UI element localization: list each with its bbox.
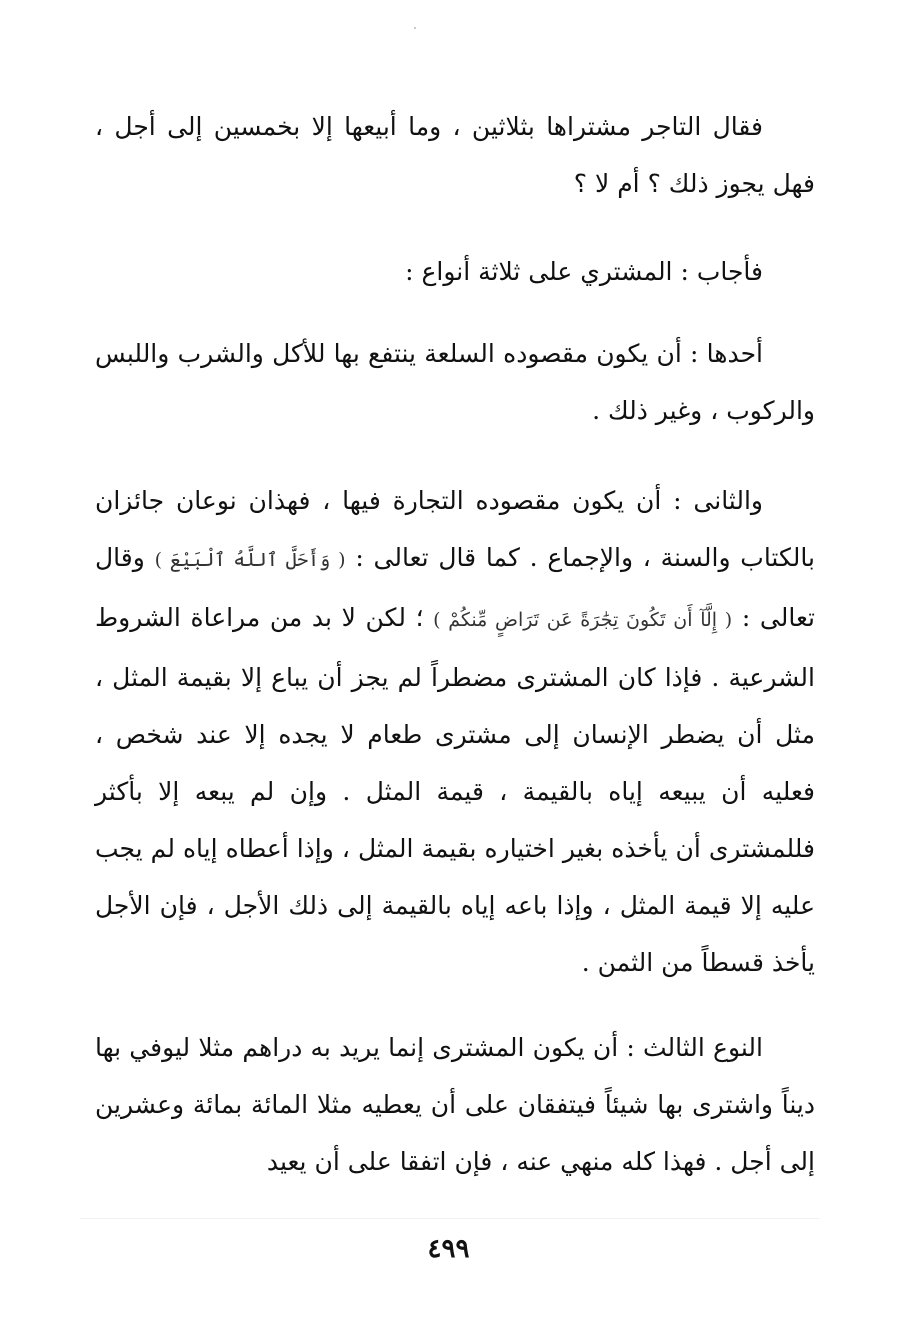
paragraph-type-one (95, 325, 815, 439)
paragraph-type-three (95, 1019, 815, 1190)
paragraph-text-segment: وقال تعالى : (95, 543, 815, 632)
paragraph-type-two (95, 472, 815, 991)
quran-verse-quote: ( إِلَّآ أَن تَكُونَ تِجَٰرَةً عَن تَرَاضٍ مِّنكُمْ ) (433, 609, 733, 631)
paragraph-text: النوع الثالث : أن يكون المشترى إنما يريد به دراهم مثلا ليوفي بها ديناً واشترى بها شيئاً فيتفقان على أن يعطيه مثلا المائة بمائة وعشرين إلى أجل . فهذا كله منهي عنه ، فإن اتفقا على أن يعيد (95, 1033, 815, 1176)
paragraph-answer-intro (95, 243, 815, 300)
quran-verse-quote: ( وَأَحَلَّ ٱللَّهُ ٱلْبَيْعَ ) (154, 549, 346, 571)
paragraph-question (95, 98, 815, 212)
page-bottom-edge (80, 1218, 820, 1219)
paragraph-text-segment: والثانى : أن يكون مقصوده التجارة فيها ، فهذان نوعان جائزان بالكتاب والسنة ، والإجماع . كما قال تعالى : (95, 486, 815, 572)
paragraph-text (95, 472, 815, 991)
paragraph-text: فقال التاجر مشتراها بثلاثين ، وما أبيعها إلا بخمسين إلى أجل ، فهل يجوز ذلك ؟ أم لا ؟ (95, 112, 815, 198)
scan-speck (414, 27, 416, 29)
paragraph-text-segment: ؛ لكن لا بد من مراعاة الشروط الشرعية . فإذا كان المشترى مضطراً لم يجز أن يباع إلا بقيمة المثل ، مثل أن يضطر الإنسان إلى مشترى طعام لا يجده إلا عند شخص ، فعليه أن يبيعه إياه بالقيمة ، قيمة المثل . وإن لم يبعه إلا بأكثر فللمشترى أن يأخذه بغير اختياره بقيمة المثل ، وإذا أعطاه إياه لم يجب عليه إلا قيمة المثل ، وإذا باعه إياه بالقيمة إلى ذلك الأجل ، فإن الأجل يأخذ قسطاً من الثمن . (95, 603, 815, 977)
paragraph-text: أحدها : أن يكون مقصوده السلعة ينتفع بها للأكل والشرب واللبس والركوب ، وغير ذلك . (95, 339, 815, 425)
paragraph-text: فأجاب : المشتري على ثلاثة أنواع : (405, 257, 763, 286)
page-number: ٤٩٩ (427, 1234, 470, 1264)
